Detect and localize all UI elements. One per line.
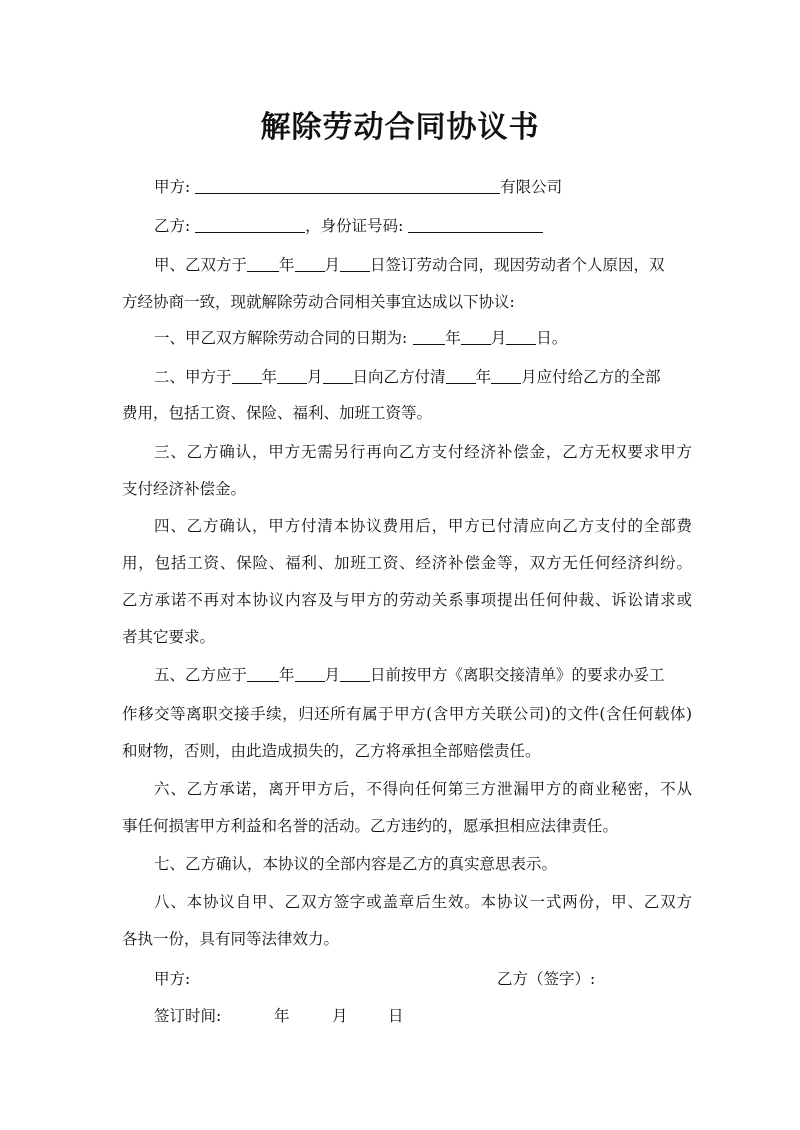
clause-3-line-2: 支付经济补偿金。 bbox=[122, 480, 247, 498]
day-text: 日。 bbox=[536, 329, 568, 347]
year-text: 年 bbox=[279, 256, 295, 274]
party-b-line bbox=[154, 214, 692, 238]
intro-line-1 bbox=[154, 253, 692, 277]
settlement-year-field[interactable] bbox=[446, 367, 476, 384]
year-text: 年 bbox=[475, 368, 492, 386]
intro-line-2: 方经协商一致，现就解除劳动合同相关事宜达成以下协议: bbox=[122, 293, 515, 311]
signing-month-text: 月 bbox=[332, 1007, 348, 1025]
intro-text: 日签订劳动合同，现因劳动者个人原因，双 bbox=[370, 256, 665, 274]
month-text: 月 bbox=[324, 666, 341, 684]
settlement-month-field[interactable] bbox=[491, 367, 521, 384]
clause-5-line-3: 和财物，否则，由此造成损失的，乙方将承担全部赔偿责任。 bbox=[122, 742, 541, 760]
clause-5-text: 日前按甲方《离职交接清单》的要求办妥工 bbox=[370, 666, 665, 684]
clause-5-line-2: 作移交等离职交接手续，归还所有属于甲方(含甲方关联公司)的文件(含任何载体) bbox=[122, 705, 692, 723]
handover-month-field[interactable] bbox=[295, 665, 325, 682]
month-text: 月 bbox=[490, 329, 507, 347]
clause-6-line-2: 事任何损害甲方利益和名誉的活动。乙方违约的，愿承担相应法律责任。 bbox=[122, 817, 619, 835]
year-text: 年 bbox=[261, 368, 278, 386]
clause-2-text: 日向乙方付清 bbox=[352, 368, 446, 386]
signing-date-label: 签订时间: bbox=[154, 1007, 222, 1025]
handover-day-field[interactable] bbox=[340, 665, 370, 682]
payment-month-field[interactable] bbox=[277, 367, 307, 384]
clause-7: 七、乙方确认，本协议的全部内容是乙方的真实意思表示。 bbox=[154, 855, 558, 873]
party-a-label: 甲方: bbox=[154, 178, 191, 196]
clause-5-line-1 bbox=[154, 663, 692, 687]
party-a-line bbox=[154, 175, 692, 199]
clause-8-line-2: 各执一份，具有同等法律效力。 bbox=[122, 930, 340, 948]
contract-sign-year-field[interactable] bbox=[247, 255, 279, 272]
party-b-signature-label: 乙方（签字）: bbox=[497, 970, 596, 988]
party-b-label: 乙方: bbox=[154, 217, 191, 235]
clause-4-line-3: 乙方承诺不再对本协议内容及与甲方的劳动关系事项提出任何仲裁、诉讼请求或 bbox=[122, 591, 692, 609]
clause-4-line-2: 用，包括工资、保险、福利、加班工资、经济补偿金等，双方无任何经济纠纷。 bbox=[122, 554, 692, 572]
document-title: 解除劳动合同协议书 bbox=[260, 110, 540, 145]
intro-text: 甲、乙双方于 bbox=[154, 256, 248, 274]
month-text: 月 bbox=[324, 256, 341, 274]
handover-year-field[interactable] bbox=[247, 665, 279, 682]
termination-day-field[interactable] bbox=[506, 328, 536, 345]
party-b-id-field[interactable] bbox=[408, 216, 543, 233]
month-text: 月 bbox=[307, 368, 323, 386]
clause-2-text: 月应付给乙方的全部 bbox=[521, 368, 661, 386]
clause-8-line-1: 八、本协议自甲、乙双方签字或盖章后生效。本协议一式两份，甲、乙双方 bbox=[154, 893, 692, 911]
clause-2-text: 二、甲方于 bbox=[154, 368, 232, 386]
clause-4-line-1: 四、乙方确认，甲方付清本协议费用后，甲方已付清应向乙方支付的全部费 bbox=[154, 517, 692, 535]
contract-sign-month-field[interactable] bbox=[295, 255, 325, 272]
clause-1-text: 一、甲乙双方解除劳动合同的日期为: bbox=[154, 329, 408, 347]
termination-month-field[interactable] bbox=[461, 328, 491, 345]
clause-2-line-1 bbox=[154, 365, 692, 389]
payment-year-field[interactable] bbox=[232, 367, 262, 384]
signing-day-text: 日 bbox=[388, 1007, 404, 1025]
termination-year-field[interactable] bbox=[413, 328, 445, 345]
party-b-name-field[interactable] bbox=[195, 216, 305, 233]
party-a-signature-label: 甲方: bbox=[154, 970, 191, 988]
clause-2-line-2: 费用，包括工资、保险、福利、加班工资等。 bbox=[122, 404, 433, 422]
party-a-suffix: 有限公司 bbox=[500, 178, 563, 196]
payment-day-field[interactable] bbox=[323, 367, 353, 384]
clause-3-line-1: 三、乙方确认，甲方无需另行再向乙方支付经济补偿金，乙方无权要求甲方 bbox=[154, 443, 692, 461]
clause-1 bbox=[154, 326, 692, 350]
clause-6-line-1: 六、乙方承诺，离开甲方后，不得向任何第三方泄漏甲方的商业秘密，不从 bbox=[154, 780, 692, 798]
year-text: 年 bbox=[445, 329, 461, 347]
year-text: 年 bbox=[279, 666, 295, 684]
party-a-name-field[interactable] bbox=[195, 177, 500, 194]
signing-year-text: 年 bbox=[274, 1007, 290, 1025]
contract-sign-day-field[interactable] bbox=[340, 255, 370, 272]
clause-4-line-4: 者其它要求。 bbox=[122, 628, 216, 646]
clause-5-text: 五、乙方应于 bbox=[154, 666, 248, 684]
party-b-id-label: ，身份证号码: bbox=[305, 217, 404, 235]
